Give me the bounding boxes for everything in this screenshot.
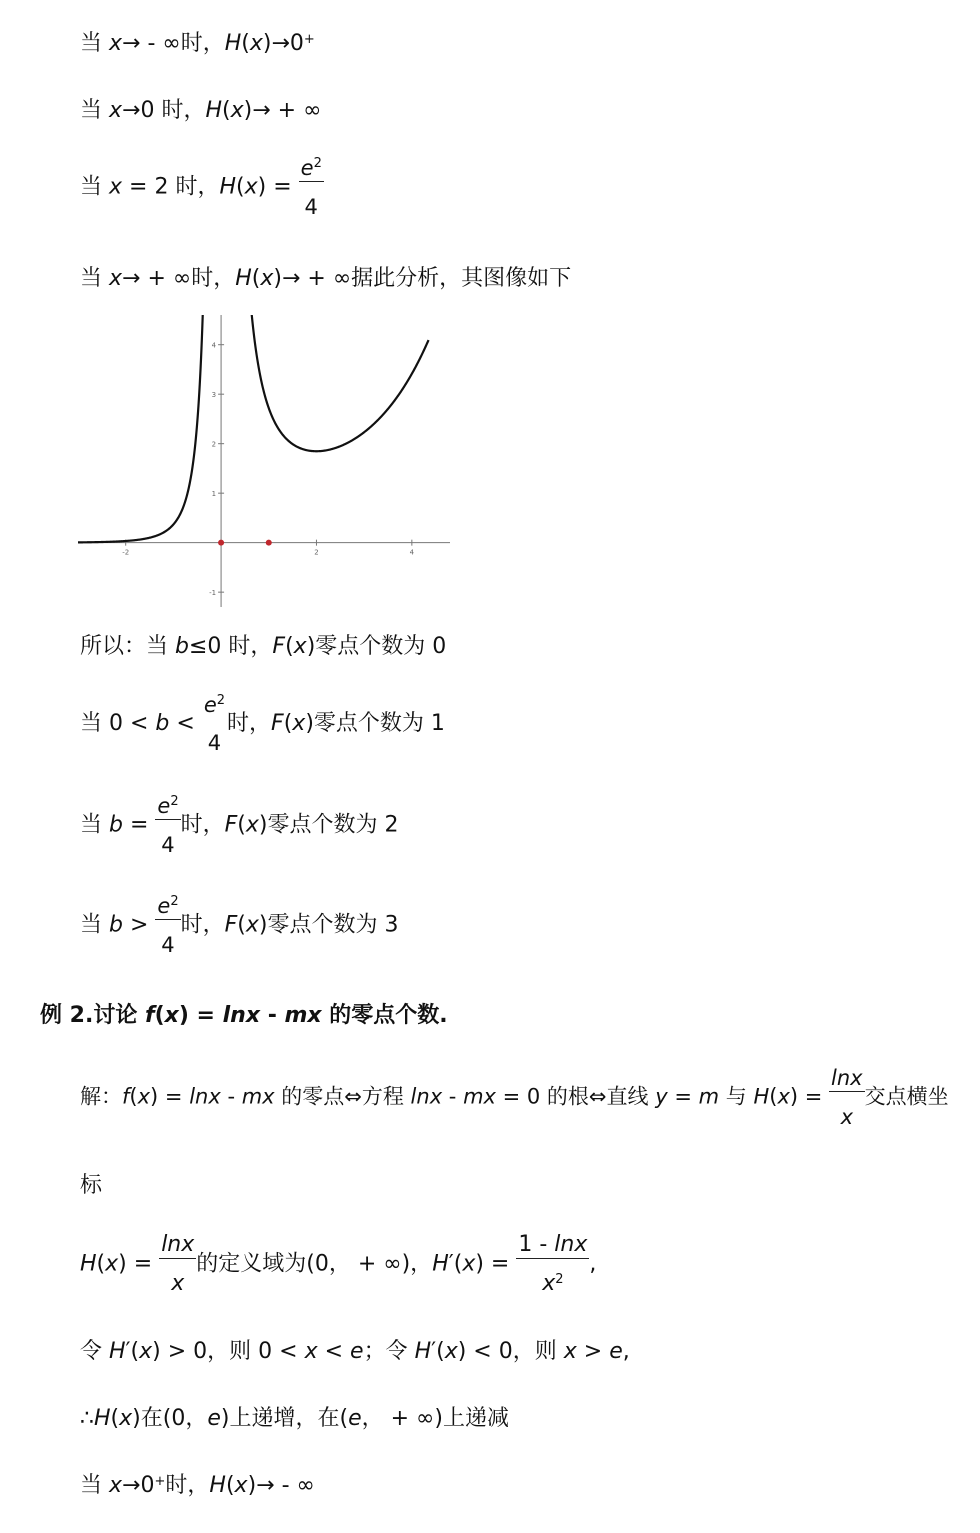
line-x-to-zero: 当 x→0 时，H(x)→ + ∞ — [80, 98, 322, 123]
line-zeros-3: 当 b > $\frac{e^2}{4}$ 时，F(x)零点个数为 3 — [80, 894, 399, 957]
y-tick-label: 4 — [211, 341, 217, 350]
line-zeros-1: 当 0 < b < $e^2$ 4 时，F(x)零点个数为 1 — [80, 693, 445, 755]
y-tick-label: -1 — [209, 589, 217, 598]
line-so-b-le-0: 所以：当 b≤0 时，F(x)零点个数为 0 — [80, 634, 447, 659]
x-tick-label: 2 — [314, 548, 319, 557]
curve-right-branch — [248, 315, 428, 451]
y-tick-label: 3 — [211, 391, 217, 400]
domain-derivative-line: H(x) = $\frac{\ln x}{x}$ 的定义域为(0， + ∞)，H′(x) = $\frac{1 - \ln x}{x^2}$ , — [80, 1232, 597, 1296]
fraction-e2-over-4-b: $e^2$ 4 — [203, 693, 226, 755]
solution-line-wrap: 标 — [80, 1173, 103, 1198]
function-graph — [78, 315, 450, 607]
sign-analysis-line: 令 H′(x) > 0，则 0 < x < e；令 H′(x) < 0，则 x > e, — [80, 1339, 630, 1364]
fraction-derivative: $\frac{1 - \ln x}{x^2}$ — [518, 1232, 588, 1296]
line-x-equals-2: 当 x = 2 时，H(x) = $\frac{e^2}{4}$ — [80, 156, 322, 219]
fraction-e2-over-4: $\frac{e^2}{4}$ — [300, 156, 322, 219]
curve-left-branch — [78, 315, 204, 542]
x-tick-label: -2 — [122, 548, 130, 557]
marked-point-1 — [266, 540, 272, 546]
fraction-lnx-over-x: $\frac{\ln x}{x}$ — [831, 1066, 863, 1129]
monotonicity-line: ∴H(x)在(0，e)上递增，在(e， + ∞)上递减 — [80, 1406, 509, 1431]
solution-line: 解：f(x) = lnx - mx 的零点⇔方程 lnx - mx = 0 的根⇔直线 y = m 与 H(x) = $\frac{\ln x}{x}$ 交点横坐 — [80, 1066, 949, 1129]
limit-zero-plus-line: 当 x→0+时，H(x)→ - ∞ — [80, 1473, 315, 1498]
line-zeros-2: 当 b = $\frac{e^2}{4}$ 时，F(x)零点个数为 2 — [80, 794, 399, 857]
x-tick-label: 4 — [409, 548, 415, 557]
y-tick-label: 1 — [211, 490, 217, 499]
example-2-heading: 例 2.讨论 f(x) = lnx - mx 的零点个数. — [40, 1003, 448, 1028]
fraction-e2-over-4-d: $\frac{e^2}{4}$ — [157, 894, 179, 957]
fraction-lnx-over-x-2: $\frac{\ln x}{x}$ — [161, 1232, 195, 1296]
marked-point-0 — [218, 540, 224, 546]
line-x-to-pos-inf: 当 x→ + ∞时，H(x)→ + ∞据此分析，其图像如下 — [80, 266, 572, 291]
line-x-to-neg-inf: 当 x→ - ∞时，H(x)→0+ — [80, 31, 315, 56]
fraction-e2-over-4-c: $\frac{e^2}{4}$ — [157, 794, 179, 857]
y-tick-label: 2 — [211, 440, 217, 449]
